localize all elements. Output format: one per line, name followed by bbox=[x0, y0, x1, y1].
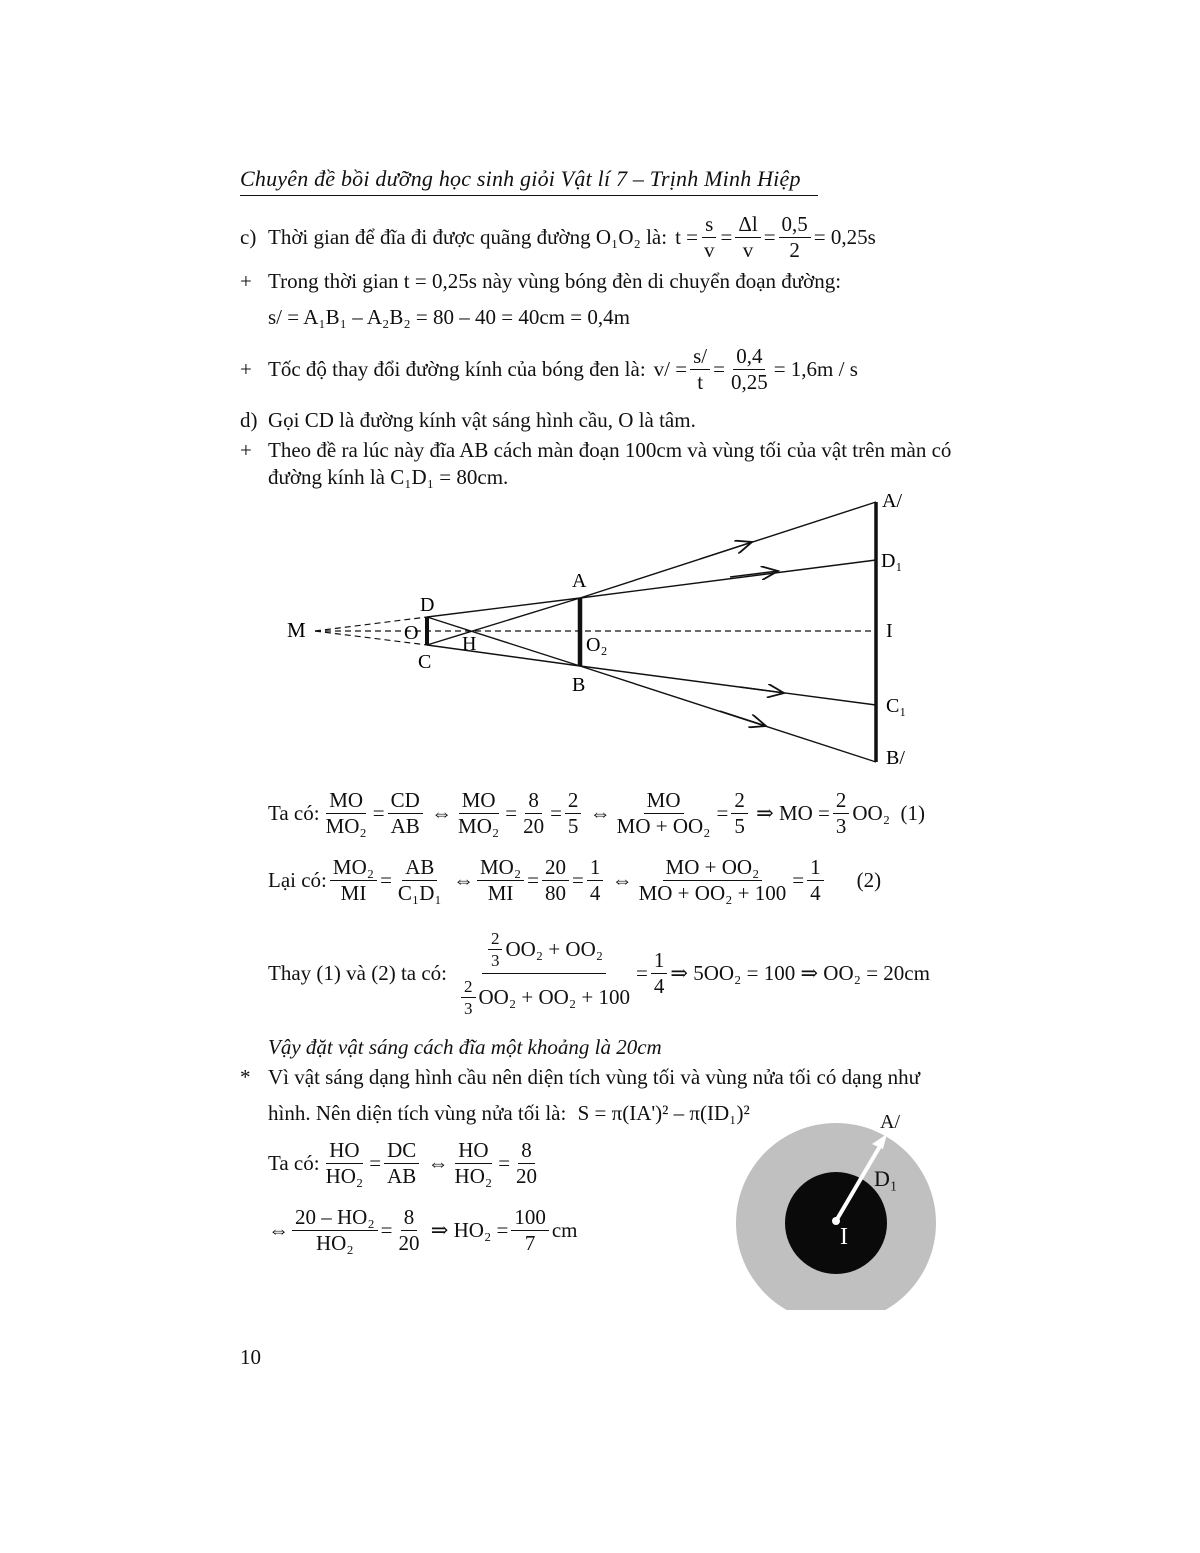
ray-ad1 bbox=[580, 560, 876, 598]
ray-ca bbox=[427, 598, 580, 645]
fraction: $\frac{1}{4}$ bbox=[807, 857, 824, 904]
label-o: O bbox=[404, 622, 419, 644]
equation-2: Lại có: $\frac{\text{MO₂}}{MI}$ = $\frac{AB}{\text{C₁D₁}}$ ⇔ $\frac{\text{MO₂}}{MI}$ = $\frac{20}{80}$ = $\frac{1}{4}$ ⇔ $\frac{\text{MO + OO₂}}{\text{MO + OO₂ + 100}}$ = $\frac{1}{4}$ (2) bbox=[268, 855, 882, 905]
label-h: H bbox=[462, 633, 477, 655]
running-header: Chuyên đề bồi dưỡng học sinh giỏi Vật lí 7 – Trịnh Minh Hiệp bbox=[240, 166, 818, 196]
label-a-prime: A/ bbox=[882, 490, 902, 512]
ray-bc1 bbox=[580, 666, 876, 705]
ray-cb bbox=[427, 645, 580, 666]
star-text-2: hình. Nên diện tích vùng nửa tối là: bbox=[268, 1101, 567, 1125]
fraction: $\frac{AB}{\text{C₁D₁}}$ bbox=[397, 855, 442, 905]
plus3-text-2: đường kính là C₁D₁ = 80cm. bbox=[268, 465, 509, 489]
eq-prefix: Ta có: bbox=[268, 1151, 320, 1175]
label-i: I bbox=[886, 620, 893, 642]
eq-prefix: Thay (1) và (2) ta có: bbox=[268, 961, 448, 985]
label-i: I bbox=[840, 1224, 848, 1250]
fraction: $\frac{MO}{\text{MO₂}}$ bbox=[458, 788, 500, 838]
fraction: $\frac{s/}{t}$ bbox=[690, 346, 710, 393]
label-c1: C₁ bbox=[886, 695, 907, 717]
equation-1: Ta có: $\frac{MO}{\text{MO₂}}$ = $\frac{CD}{AB}$ ⇔ $\frac{MO}{\text{MO₂}}$ = $\frac{8}{20}$ = $\frac{2}{5}$ ⇔ $\frac{MO}{\text{MO + OO₂}}$ = $\frac{2}{5}$ ⇒ MO = $\frac{2}{3}$ OO₂ (1) bbox=[268, 788, 926, 838]
label-b-prime: B/ bbox=[886, 747, 905, 769]
equation-tag: (1) bbox=[900, 801, 926, 825]
bullet-marker: + bbox=[240, 357, 252, 381]
plus1-text: Trong thời gian t = 0,25s này vùng bóng đèn di chuyển đoạn đường: bbox=[268, 269, 842, 293]
fraction: $\frac{8}{20}$ bbox=[398, 1205, 420, 1255]
fraction: $\frac{HO}{\text{HO₂}}$ bbox=[325, 1138, 364, 1188]
star-line-2 bbox=[268, 1103, 750, 1124]
plus2-text: Tốc độ thay đổi đường kính của bóng đen là: bbox=[268, 357, 646, 381]
part-c-text: Thời gian để đĩa đi được quãng đường O₁O₂ là: bbox=[268, 225, 668, 249]
eq-prefix: Lại có: bbox=[268, 868, 327, 892]
label-a-prime: A/ bbox=[880, 1111, 900, 1133]
fraction: $\frac{0,5}{2}$ bbox=[779, 214, 811, 261]
fraction: $\frac{MO}{\text{MO + OO₂}}$ bbox=[616, 788, 711, 838]
plus1-formula: s/ = A₁B₁ – A₂B₂ = 80 – 40 = 40cm = 0,4m bbox=[268, 305, 630, 329]
fraction: $\frac{s}{v}$ bbox=[704, 212, 715, 262]
label-c: C bbox=[418, 651, 432, 673]
formula-result: = 0,25s bbox=[813, 225, 876, 249]
plus2-line: + Tốc độ thay đổi đường kính của bóng đen là: v/ = $\frac{s/}{t}$ = $\frac{0,4}{0,25}$ = 1,6m / s bbox=[240, 344, 858, 394]
star-marker: * bbox=[240, 1065, 251, 1089]
fraction: $\frac{20}{80}$ bbox=[542, 857, 569, 904]
ray-db bbox=[427, 617, 580, 666]
eq3-tail: ⇒ 5OO₂ = 100 ⇒ OO₂ = 20cm bbox=[670, 961, 930, 985]
arrow-icon bbox=[720, 711, 766, 726]
star-text-1: Vì vật sáng dạng hình cầu nên diện tích vùng tối và vùng nửa tối có dạng như bbox=[268, 1065, 921, 1089]
label-m: M bbox=[287, 618, 306, 642]
formula-result: = 1,6m / s bbox=[773, 357, 858, 381]
fraction: $\frac{\text{MO + OO₂}}{\text{MO + OO₂ + 100}}$ bbox=[638, 855, 787, 905]
label-d1: D₁ bbox=[874, 1166, 898, 1191]
fraction: $\frac{1}{4}$ bbox=[651, 950, 668, 997]
label-d1: D₁ bbox=[881, 550, 903, 572]
ray-da bbox=[427, 598, 580, 617]
fraction: $\frac{2}{3}$ bbox=[833, 790, 850, 837]
fraction: $\frac{CD}{AB}$ bbox=[388, 790, 423, 837]
bullet-marker: + bbox=[240, 269, 252, 293]
area-formula: S = π(IA')² – π(ID₁)² bbox=[577, 1101, 750, 1125]
formula-lhs: t = bbox=[675, 225, 698, 249]
fraction: $\frac{\Delta l}{v}$ bbox=[735, 214, 760, 261]
label-a: A bbox=[572, 570, 587, 592]
fraction: $\frac{8}{20}$ bbox=[523, 788, 545, 838]
bullet-marker: + bbox=[240, 438, 252, 462]
fraction: $\frac{\text{MO₂}}{MI}$ bbox=[477, 857, 524, 904]
fraction: $\frac{0,4}{0,25}$ bbox=[730, 344, 768, 394]
arrow-icon bbox=[700, 542, 752, 559]
penumbra-figure bbox=[720, 1100, 960, 1310]
formula-lhs: v/ = bbox=[653, 357, 688, 381]
center-dot bbox=[832, 1217, 840, 1225]
part-d-marker: d) bbox=[240, 408, 258, 432]
fraction: $\frac{\text{20 – HO₂}}{\text{HO₂}}$ bbox=[292, 1207, 378, 1254]
part-c-marker: c) bbox=[240, 225, 257, 249]
label-d: D bbox=[420, 594, 435, 616]
fraction: $\frac{2}{5}$ bbox=[731, 790, 748, 837]
star-line bbox=[240, 1067, 920, 1088]
fraction: $\frac{1}{4}$ bbox=[587, 857, 604, 904]
part-d-text: Gọi CD là đường kính vật sáng hình cầu, O là tâm. bbox=[268, 408, 696, 432]
plus3-text-1: Theo đề ra lúc này đĩa AB cách màn đoạn 100cm và vùng tối của vật trên màn có bbox=[268, 438, 952, 462]
fraction: $\frac{2}{5}$ bbox=[565, 790, 582, 837]
fraction: $\frac{\text{MO₂}}{MI}$ bbox=[330, 857, 377, 904]
fraction: $\frac{HO}{\text{HO₂}}$ bbox=[454, 1138, 493, 1188]
equation-4: Ta có: $\frac{HO}{\text{HO₂}}$ = $\frac{DC}{AB}$ ⇔ $\frac{HO}{\text{HO₂}}$ = $\frac{8}{20}$ bbox=[268, 1140, 543, 1187]
equation-3: Thay (1) và (2) ta có: $\frac{2}{3}$ OO₂ + OO₂ $\frac{2}{3}$ OO₂ + OO₂ + 100 = $\frac{1}{4}$ ⇒ 5OO₂ = 100 ⇒ OO₂ = 20cm bbox=[268, 929, 930, 1018]
equation-5: ⇔ $\frac{\text{20 – HO₂}}{\text{HO₂}}$ = $\frac{8}{20}$ ⇒ HO₂ = $\frac{100}{7}$ cm bbox=[268, 1205, 578, 1255]
part-c-line: c) Thời gian để đĩa đi được quãng đường O₁O₂ là: t = $\frac{s}{v}$ = $\frac{\Delta l}{v}$ = $\frac{0,5}{2}$ = 0,25s bbox=[240, 212, 876, 262]
fraction: $\frac{DC}{AB}$ bbox=[384, 1140, 419, 1187]
equation-tag: (2) bbox=[856, 868, 882, 892]
fraction: $\frac{100}{7}$ bbox=[511, 1207, 549, 1254]
label-o2: O₂ bbox=[586, 634, 608, 656]
conclusion: Vậy đặt vật sáng cách đĩa một khoảng là 20cm bbox=[268, 1035, 662, 1059]
arrow-icon bbox=[740, 687, 784, 693]
compound-fraction: $\frac{2}{3}$ OO₂ + OO₂ $\frac{2}{3}$ OO₂ + OO₂ + 100 bbox=[455, 930, 633, 1017]
label-b: B bbox=[572, 674, 586, 696]
fraction: $\frac{8}{20}$ bbox=[516, 1138, 538, 1188]
fraction: $\frac{MO}{\text{MO₂}}$ bbox=[325, 788, 367, 838]
page-number: 10 bbox=[240, 1345, 261, 1369]
eq-prefix: Ta có: bbox=[268, 801, 320, 825]
